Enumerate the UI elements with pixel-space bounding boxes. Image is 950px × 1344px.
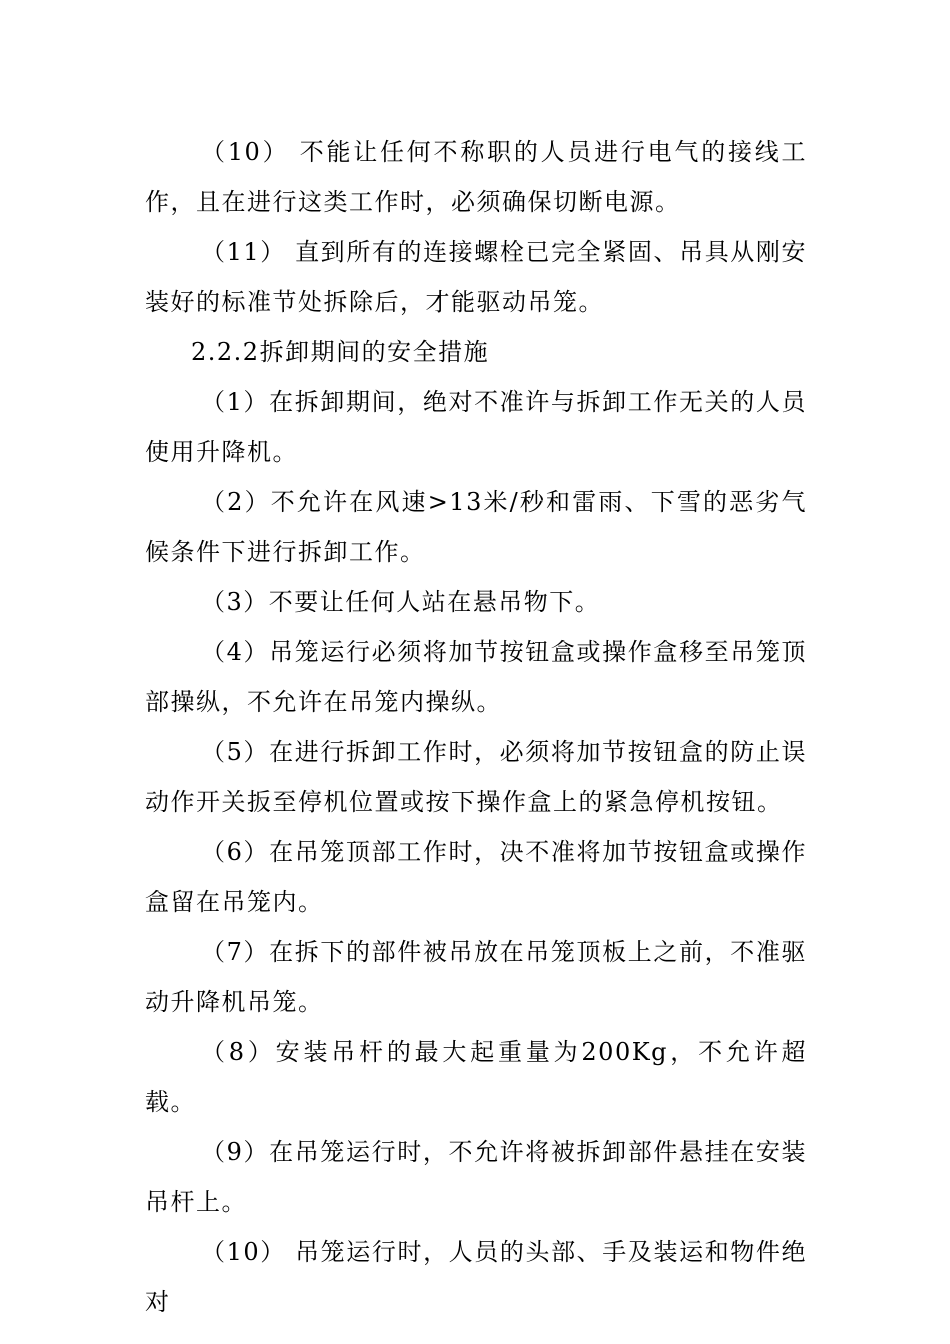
paragraph-item-10-wiring: （10） 不能让任何不称职的人员进行电气的接线工作，且在进行这类工作时，必须确保切断电源。	[145, 138, 807, 216]
paragraph-item-2: （2）不允许在风速>13米/秒和雷雨、下雪的恶劣气候条件下进行拆卸工作。	[145, 488, 807, 566]
section-heading: 2.2.2拆卸期间的安全措施	[191, 338, 490, 366]
paragraph-item-4: （4）吊笼运行必须将加节按钮盒或操作盒移至吊笼顶部操纵，不允许在吊笼内操纵。	[145, 638, 807, 716]
paragraph-item-6: （6）在吊笼顶部工作时，决不准将加节按钮盒或操作盒留在吊笼内。	[145, 838, 807, 916]
paragraph-item-11-bolts: （11） 直到所有的连接螺栓已完全紧固、吊具从刚安装好的标准节处拆除后，才能驱动吊笼。	[145, 238, 807, 316]
paragraph-item-1: （1）在拆卸期间，绝对不准许与拆卸工作无关的人员使用升降机。	[145, 388, 807, 466]
paragraph-item-5: （5）在进行拆卸工作时，必须将加节按钮盒的防止误动作开关扳至停机位置或按下操作盒上的紧急停机按钮。	[145, 738, 807, 816]
paragraph-item-9: （9）在吊笼运行时，不允许将被拆卸部件悬挂在安装吊杆上。	[145, 1138, 807, 1216]
document-body	[145, 127, 807, 1327]
paragraph-item-10-cage: （10） 吊笼运行时，人员的头部、手及装运和物件绝对	[145, 1238, 807, 1316]
paragraph-item-7: （7）在拆下的部件被吊放在吊笼顶板上之前，不准驱动升降机吊笼。	[145, 938, 807, 1016]
paragraph-item-3: （3）不要让任何人站在悬吊物下。	[201, 588, 601, 616]
paragraph-item-8: （8）安装吊杆的最大起重量为200Kg，不允许超载。	[145, 1038, 807, 1116]
